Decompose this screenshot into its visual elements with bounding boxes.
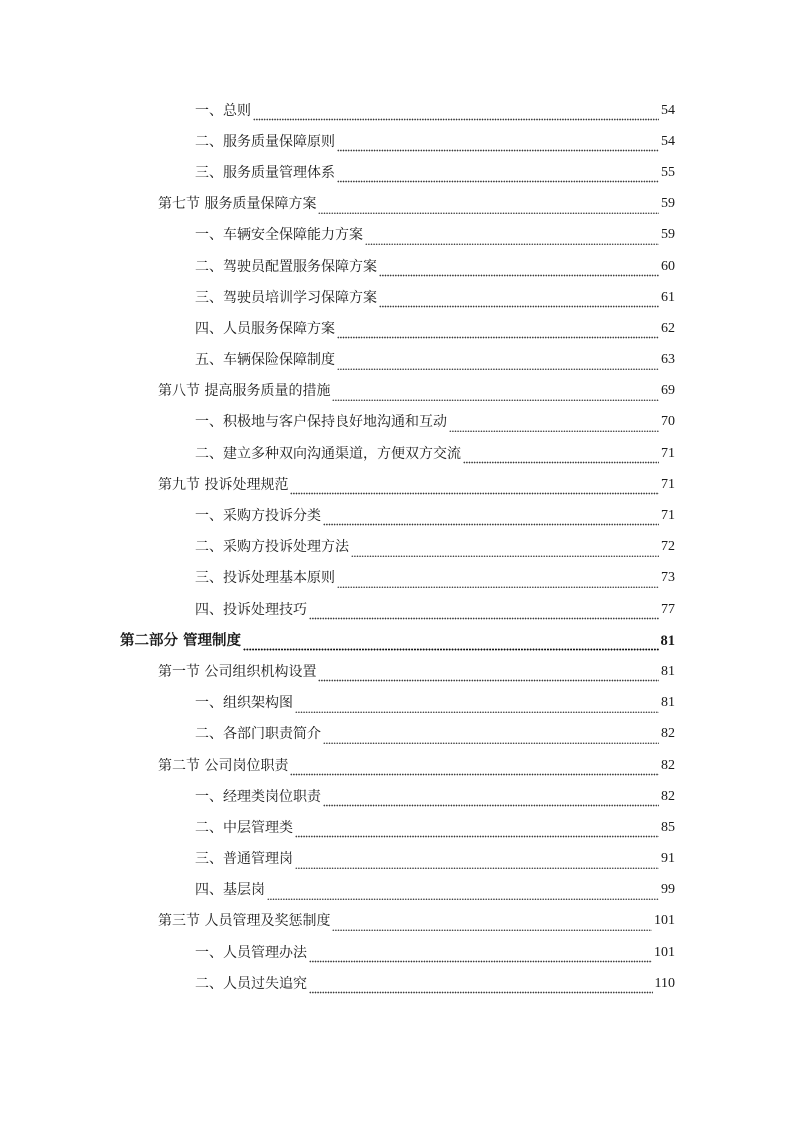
toc-entry-page: 70 (661, 414, 675, 430)
toc-entry-title: 四、投诉处理技巧 (195, 601, 307, 618)
toc-entry-title: 第一节 公司组织机构设置 (158, 663, 317, 680)
toc-entry-page: 63 (661, 352, 675, 368)
toc-entry-page: 81 (661, 663, 675, 679)
toc-section-entry[interactable] (0, 656, 793, 687)
table-of-contents (0, 95, 793, 999)
toc-entry[interactable] (0, 844, 793, 875)
toc-entry-page: 59 (661, 196, 675, 212)
toc-dot-leader (379, 263, 659, 277)
toc-entry-page: 82 (661, 726, 675, 742)
toc-section-entry[interactable] (0, 189, 793, 220)
toc-entry-title: 一、采购方投诉分类 (195, 508, 321, 525)
toc-entry-title: 二、服务质量保障原则 (195, 133, 335, 150)
toc-entry-page: 71 (661, 445, 675, 461)
toc-entry-title: 三、投诉处理基本原则 (195, 570, 335, 587)
toc-dot-leader (337, 325, 659, 339)
toc-dot-leader (449, 418, 659, 432)
toc-entry-page: 85 (661, 819, 675, 835)
toc-entry[interactable] (0, 594, 793, 625)
toc-dot-leader (318, 200, 659, 214)
toc-entry-page: 81 (661, 695, 675, 711)
toc-dot-leader (323, 793, 659, 807)
toc-entry-title: 二、各部门职责简介 (195, 726, 321, 743)
toc-dot-leader (337, 356, 659, 370)
toc-dot-leader (379, 294, 659, 308)
toc-entry[interactable] (0, 875, 793, 906)
toc-entry-page: 82 (661, 788, 675, 804)
toc-entry-title: 四、基层岗 (195, 882, 265, 899)
toc-entry-page: 91 (661, 851, 675, 867)
toc-entry[interactable] (0, 812, 793, 843)
toc-entry[interactable] (0, 157, 793, 188)
toc-entry-page: 110 (654, 975, 675, 991)
toc-dot-leader (318, 668, 659, 682)
toc-dot-leader (337, 574, 659, 588)
toc-entry-title: 一、总则 (195, 102, 251, 119)
toc-entry-page: 73 (661, 570, 675, 586)
toc-dot-leader (295, 855, 659, 869)
toc-entry-title: 第三节 人员管理及奖惩制度 (158, 913, 331, 930)
toc-entry-page: 61 (661, 289, 675, 305)
toc-entry[interactable] (0, 126, 793, 157)
toc-dot-leader (337, 138, 659, 152)
toc-entry[interactable] (0, 688, 793, 719)
toc-dot-leader (253, 107, 659, 121)
toc-dot-leader (295, 824, 659, 838)
toc-section-entry[interactable] (0, 469, 793, 500)
toc-dot-leader (243, 637, 658, 651)
toc-section-entry[interactable] (0, 906, 793, 937)
toc-entry-page: 72 (661, 539, 675, 555)
toc-entry-title: 三、服务质量管理体系 (195, 164, 335, 181)
toc-dot-leader (309, 980, 653, 994)
toc-dot-leader (365, 231, 659, 245)
toc-entry[interactable] (0, 937, 793, 968)
toc-entry-title: 二、采购方投诉处理方法 (195, 539, 349, 556)
toc-entry-title: 第七节 服务质量保障方案 (158, 196, 317, 213)
toc-entry[interactable] (0, 563, 793, 594)
toc-entry-title: 二、中层管理类 (195, 819, 293, 836)
toc-entry-page: 55 (661, 164, 675, 180)
toc-entry-title: 四、人员服务保障方案 (195, 320, 335, 337)
toc-dot-leader (332, 387, 659, 401)
toc-entry-title: 一、积极地与客户保持良好地沟通和互动 (195, 414, 447, 431)
toc-entry[interactable] (0, 781, 793, 812)
toc-entry-page: 54 (661, 133, 675, 149)
toc-entry-page: 71 (661, 476, 675, 492)
toc-entry[interactable] (0, 313, 793, 344)
toc-dot-leader (323, 730, 659, 744)
toc-entry[interactable] (0, 220, 793, 251)
toc-entry-title: 一、人员管理办法 (195, 944, 307, 961)
toc-entry-title: 五、车辆保险保障制度 (195, 352, 335, 369)
toc-entry-page: 59 (661, 227, 675, 243)
toc-dot-leader (351, 543, 659, 557)
toc-entry-title: 二、建立多种双向沟通渠道，方便双方交流 (195, 445, 461, 462)
toc-entry-page: 82 (661, 757, 675, 773)
toc-entry[interactable] (0, 95, 793, 126)
toc-entry[interactable] (0, 345, 793, 376)
toc-entry[interactable] (0, 532, 793, 563)
toc-entry[interactable] (0, 251, 793, 282)
toc-entry-title: 三、普通管理岗 (195, 851, 293, 868)
toc-part-entry[interactable] (0, 625, 793, 656)
toc-dot-leader (309, 949, 652, 963)
toc-entry-page: 69 (661, 383, 675, 399)
toc-dot-leader (290, 481, 659, 495)
toc-entry-title: 二、人员过失追究 (195, 975, 307, 992)
toc-dot-leader (295, 699, 659, 713)
toc-section-entry[interactable] (0, 376, 793, 407)
toc-entry-title: 第九节 投诉处理规范 (158, 476, 289, 493)
toc-entry-page: 54 (661, 102, 675, 118)
toc-section-entry[interactable] (0, 750, 793, 781)
toc-entry-page: 62 (661, 320, 675, 336)
toc-entry[interactable] (0, 282, 793, 313)
toc-entry-title: 第二部分 管理制度 (120, 631, 242, 649)
toc-dot-leader (267, 886, 659, 900)
toc-entry-title: 三、驾驶员培训学习保障方案 (195, 289, 377, 306)
toc-entry[interactable] (0, 968, 793, 999)
toc-dot-leader (463, 450, 659, 464)
toc-entry[interactable] (0, 407, 793, 438)
toc-entry-title: 第二节 公司岗位职责 (158, 757, 289, 774)
toc-entry[interactable] (0, 500, 793, 531)
toc-entry-page: 81 (660, 632, 675, 649)
toc-dot-leader (309, 606, 659, 620)
toc-entry-page: 77 (661, 601, 675, 617)
toc-entry-title: 一、车辆安全保障能力方案 (195, 227, 363, 244)
toc-dot-leader (337, 169, 659, 183)
toc-entry[interactable] (0, 719, 793, 750)
toc-entry-title: 一、经理类岗位职责 (195, 788, 321, 805)
toc-entry-title: 第八节 提高服务质量的措施 (158, 383, 331, 400)
toc-entry-page: 101 (654, 913, 675, 929)
toc-entry-page: 71 (661, 508, 675, 524)
toc-entry-page: 99 (661, 882, 675, 898)
toc-entry[interactable] (0, 438, 793, 469)
toc-entry-title: 二、驾驶员配置服务保障方案 (195, 258, 377, 275)
toc-entry-page: 101 (654, 944, 675, 960)
toc-entry-page: 60 (661, 258, 675, 274)
toc-dot-leader (290, 762, 659, 776)
toc-dot-leader (323, 512, 659, 526)
toc-dot-leader (332, 917, 652, 931)
toc-entry-title: 一、组织架构图 (195, 695, 293, 712)
